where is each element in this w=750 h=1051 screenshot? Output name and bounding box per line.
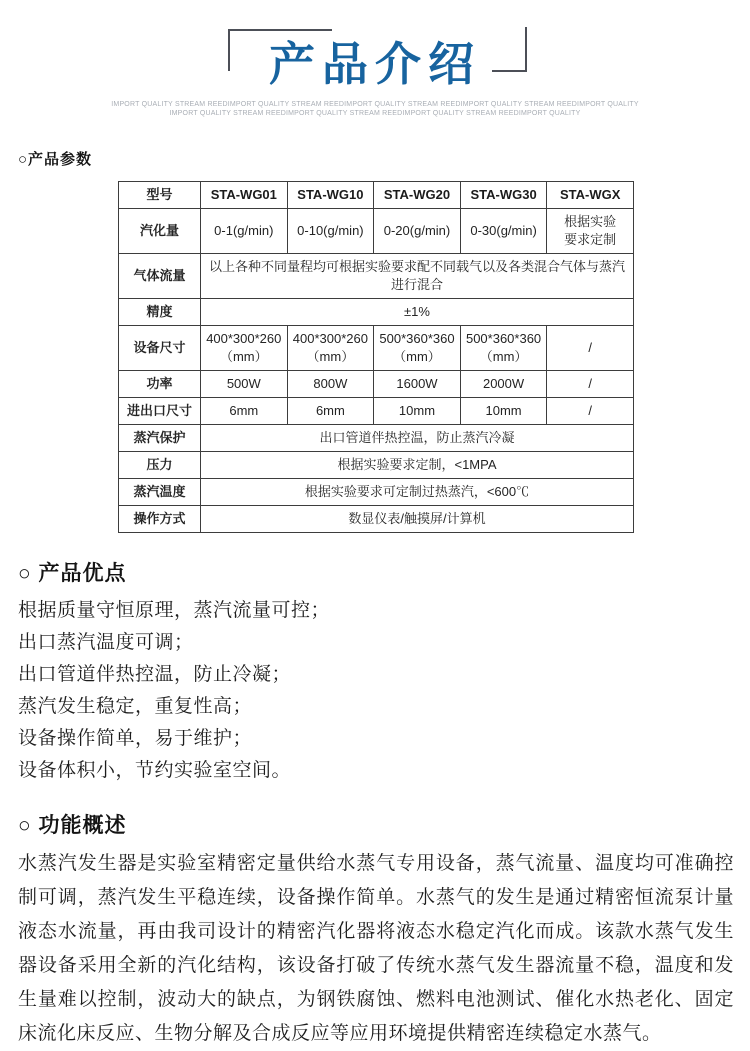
section-heading-advantages: ○ 产品优点: [18, 562, 127, 585]
row-label: 功率: [119, 371, 201, 398]
table-cell: /: [547, 371, 634, 398]
section-heading-params: ○产品参数: [18, 151, 93, 168]
advantage-item: 蒸汽发生稳定，重复性高；: [18, 696, 253, 717]
table-row-operation-mode: [119, 506, 634, 533]
table-cell: 0-1(g/min): [201, 209, 288, 254]
table-header-row: [119, 182, 634, 209]
watermark-line-1: IMPORT QUALITY STREAM REEDIMPORT QUALITY STREAM REEDIMPORT QUALITY STREAM REEDIMPORT QUALITY STREAM REEDIMPORT QUALITY: [111, 101, 639, 108]
table-cell-span: 根据实验要求可定制过热蒸汽，<600℃: [201, 479, 634, 506]
watermark-text: [0, 100, 750, 118]
page-title: 产品介绍: [269, 38, 481, 90]
row-label: 蒸汽温度: [119, 479, 201, 506]
table-cell-span: ±1%: [201, 299, 634, 326]
advantage-item: 设备操作简单，易于维护；: [18, 728, 253, 749]
row-label: 蒸汽保护: [119, 425, 201, 452]
table-cell: /: [547, 398, 634, 425]
advantage-item: 出口蒸汽温度可调；: [18, 632, 194, 653]
col-header-model: 型号: [119, 182, 201, 209]
row-label: 气体流量: [119, 254, 201, 299]
page-header: [0, 0, 750, 128]
table-cell: 0-20(g/min): [374, 209, 461, 254]
table-cell: 1600W: [374, 371, 461, 398]
table-cell: 根据实验 要求定制: [547, 209, 634, 254]
advantage-item: 设备体积小，节约实验室空间。: [18, 760, 292, 781]
row-label: 汽化量: [119, 209, 201, 254]
table-row-gas-flow: [119, 254, 634, 299]
table-cell: /: [547, 326, 634, 371]
table-cell: 10mm: [460, 398, 547, 425]
table-cell: 0-10(g/min): [287, 209, 374, 254]
table-row-vaporization: [119, 209, 634, 254]
watermark-line-2: IMPORT QUALITY STREAM REEDIMPORT QUALITY STREAM REEDIMPORT QUALITY STREAM REEDIMPORT QUALITY: [169, 110, 581, 117]
table-cell: 500*360*360 （mm）: [460, 326, 547, 371]
table-cell: 500W: [201, 371, 288, 398]
col-header-wg30: STA-WG30: [460, 182, 547, 209]
table-row-dimensions: [119, 326, 634, 371]
col-header-wg10: STA-WG10: [287, 182, 374, 209]
section-overview: [18, 809, 734, 1051]
row-label: 设备尺寸: [119, 326, 201, 371]
table-row-pressure: [119, 452, 634, 479]
table-cell: 0-30(g/min): [460, 209, 547, 254]
table-cell: 400*300*260 （mm）: [201, 326, 288, 371]
row-label: 精度: [119, 299, 201, 326]
table-cell: 6mm: [201, 398, 288, 425]
product-params-table: [118, 181, 634, 533]
table-row-steam-temperature: [119, 479, 634, 506]
table-cell-span: 出口管道伴热控温，防止蒸汽冷凝: [201, 425, 634, 452]
table-cell: 400*300*260 （mm）: [287, 326, 374, 371]
section-heading-overview: ○ 功能概述: [18, 814, 127, 837]
table-row-port-size: [119, 398, 634, 425]
table-cell: 2000W: [460, 371, 547, 398]
advantage-item: 根据质量守恒原理，蒸汽流量可控；: [18, 600, 331, 621]
row-label: 操作方式: [119, 506, 201, 533]
section-advantages: [18, 557, 750, 787]
row-label: 压力: [119, 452, 201, 479]
col-header-wg20: STA-WG20: [374, 182, 461, 209]
table-cell-span: 根据实验要求定制，<1MPA: [201, 452, 634, 479]
table-cell: 6mm: [287, 398, 374, 425]
table-cell: 500*360*360 （mm）: [374, 326, 461, 371]
table-row-power: [119, 371, 634, 398]
table-row-steam-protection: [119, 425, 634, 452]
col-header-wgx: STA-WGX: [547, 182, 634, 209]
table-cell-span: 以上各种不同量程均可根据实验要求配不同载气以及各类混合气体与蒸汽进行混合: [201, 254, 634, 299]
row-label: 进出口尺寸: [119, 398, 201, 425]
advantage-item: 出口管道伴热控温，防止冷凝；: [18, 664, 292, 685]
table-cell: 800W: [287, 371, 374, 398]
table-cell: 10mm: [374, 398, 461, 425]
overview-paragraph: 水蒸汽发生器是实验室精密定量供给水蒸气专用设备，蒸气流量、温度均可准确控制可调，蒸汽发生平稳连续，设备操作简单。水蒸气的发生是通过精密恒流泵计量液态水流量，再由我司设计的精密汽化器将液态水稳定汽化而成。该款水蒸气发生器设备采用全新的汽化结构，该设备打破了传统水蒸气发生器流量不稳，温度和发生量难以控制，波动大的缺点，为钢铁腐蚀、燃料电池测试、催化水热老化、固定床流化床反应、生物分解及合成反应等应用环境提供精密连续稳定水蒸气。: [18, 853, 734, 1044]
table-cell-span: 数显仪表/触摸屏/计算机: [201, 506, 634, 533]
table-row-precision: [119, 299, 634, 326]
col-header-wg01: STA-WG01: [201, 182, 288, 209]
